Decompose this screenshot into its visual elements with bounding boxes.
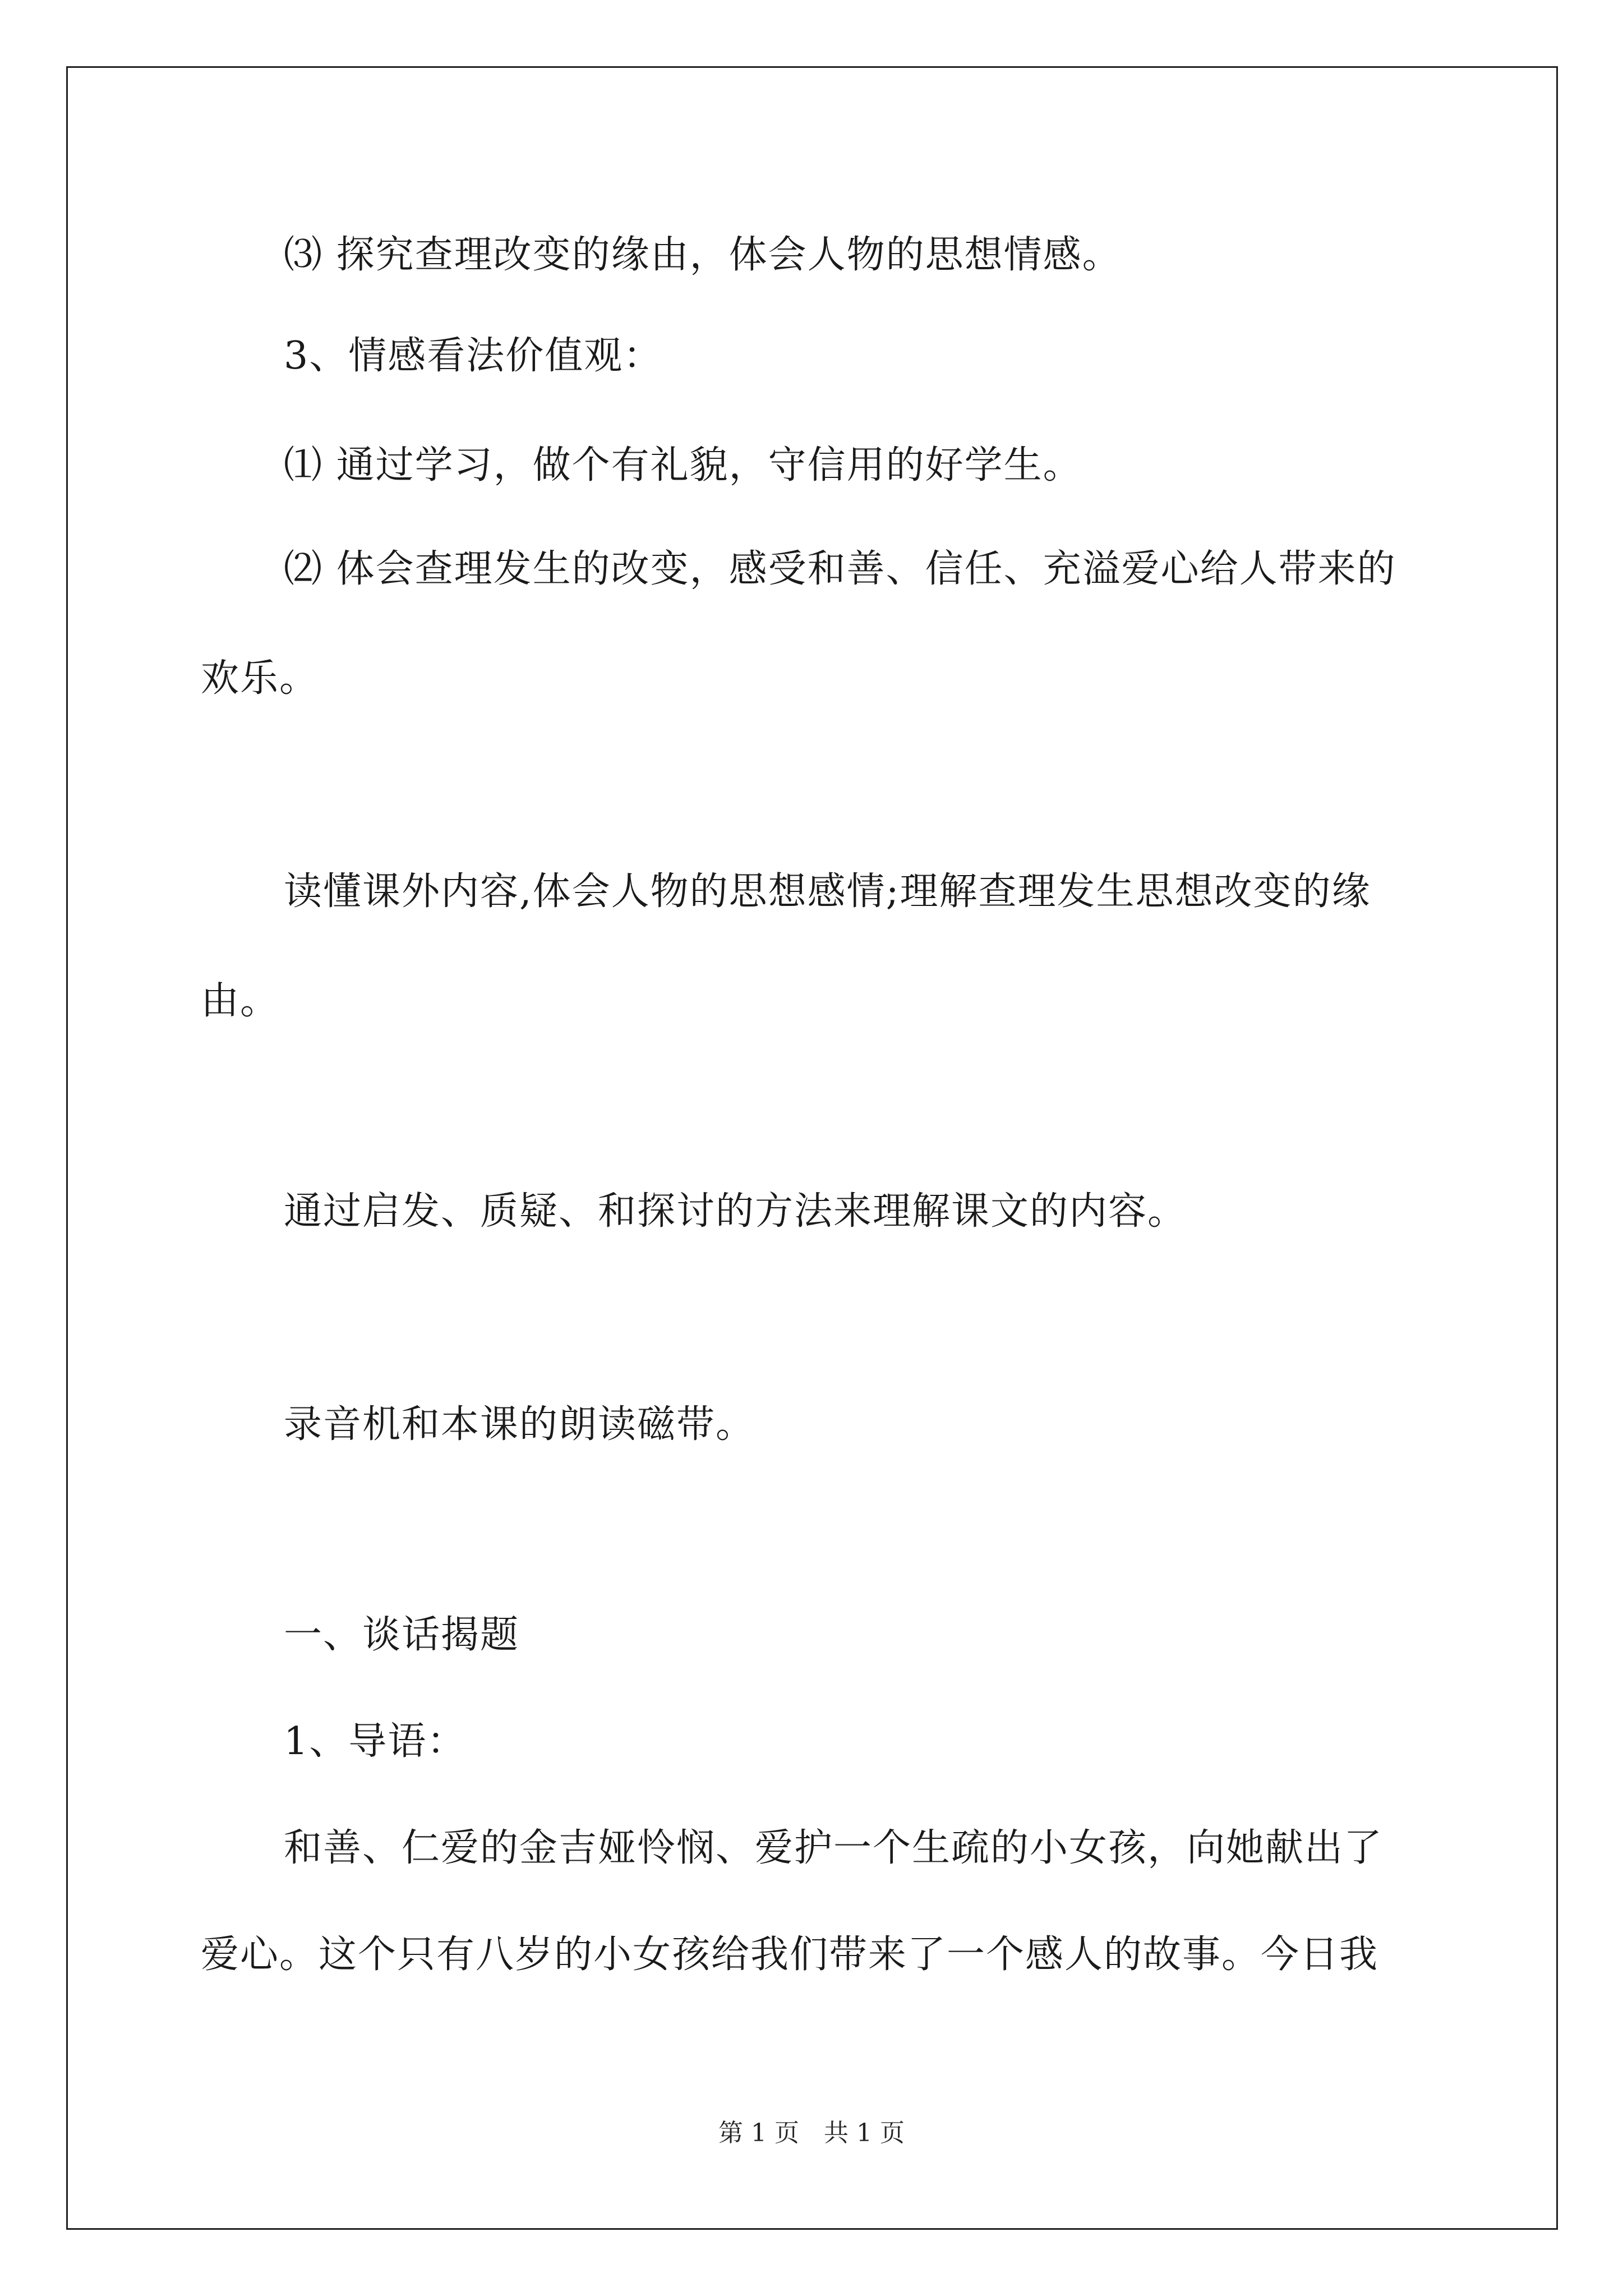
- paragraph-line: 由。: [201, 979, 280, 1023]
- paragraph-line: 读懂课外内容,体会人物的思想感情;理解查理发生思想改变的缘: [284, 869, 1371, 914]
- page-number-footer: 第 1 页 共 1 页: [718, 2119, 905, 2147]
- paragraph-line: 1、导语：: [284, 1719, 467, 1764]
- paragraph-line: 3、情感看法价值观：: [284, 334, 663, 378]
- paragraph-line: ⑶ 探究查理改变的缘由，体会人物的思想情感。: [284, 233, 1122, 277]
- paragraph-line: 和善、仁爱的金吉娅怜悯、爱护一个生疏的小女孩，向她献出了: [284, 1826, 1384, 1870]
- paragraph-line: 爱心。这个只有八岁的小女孩给我们带来了一个感人的故事。今日我: [201, 1932, 1379, 1977]
- paragraph-line: ⑴ 通过学习，做个有礼貌，守信用的好学生。: [284, 443, 1082, 487]
- paragraph-line: ⑵ 体会查理发生的改变，感受和善、信任、充溢爱心给人带来的: [284, 547, 1396, 591]
- paragraph-line: 欢乐。: [201, 656, 319, 701]
- paragraph-line: 录音机和本课的朗读磁带。: [284, 1402, 755, 1447]
- section-heading: 一、谈话揭题: [284, 1613, 520, 1657]
- paragraph-line: 通过启发、质疑、和探讨的方法来理解课文的内容。: [284, 1189, 1187, 1234]
- page-border: [66, 66, 1558, 2230]
